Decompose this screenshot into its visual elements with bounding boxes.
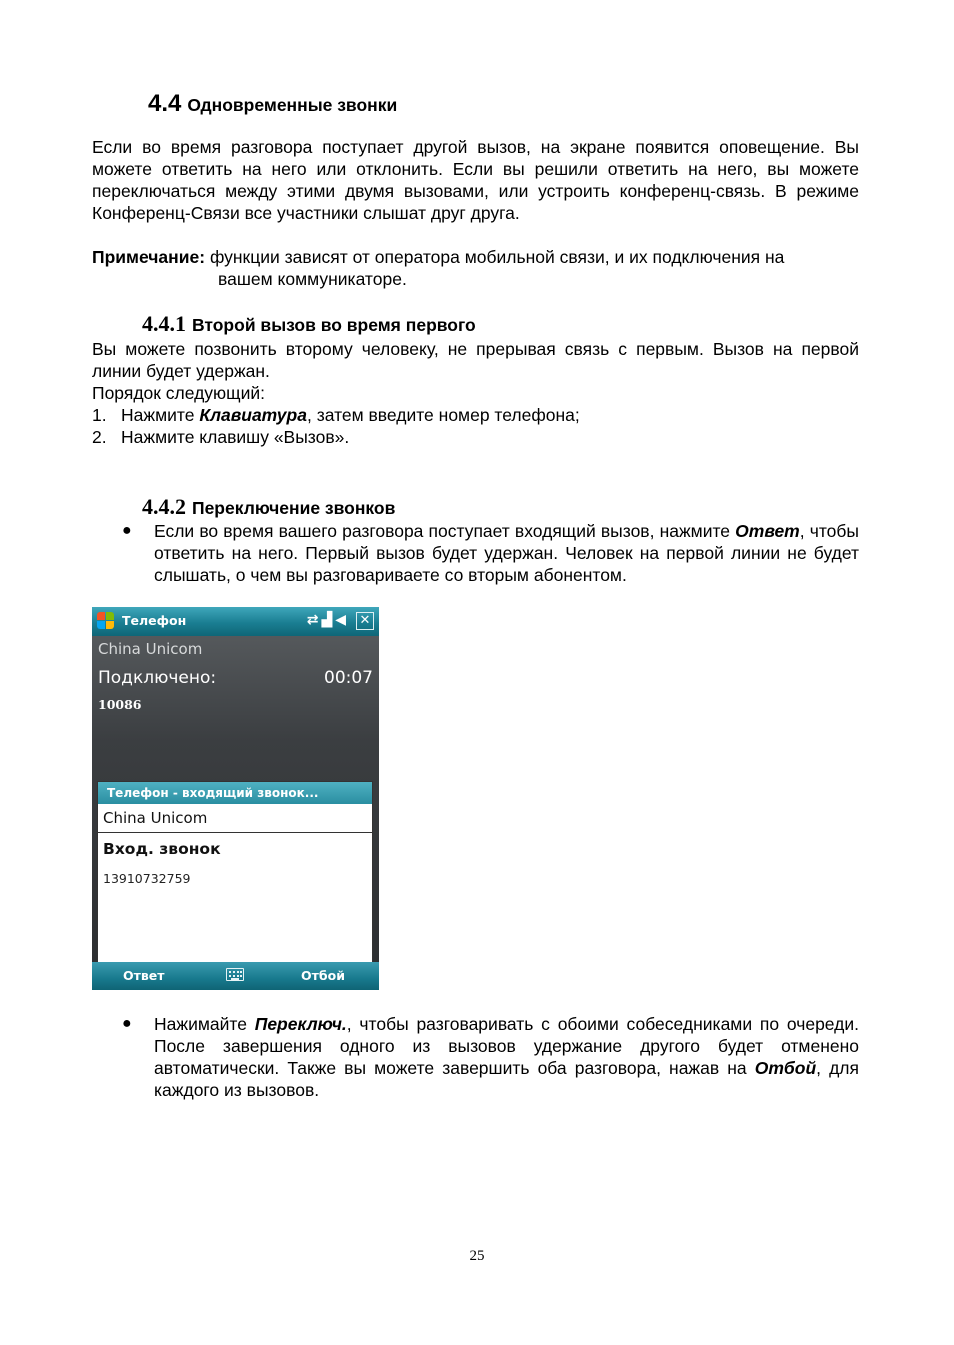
phone-screenshot [92,607,379,990]
subsection-number: 4.4.2 [142,494,186,519]
step-number: 2. [92,427,107,447]
incoming-call-dialog [97,781,373,963]
section-title: Одновременные звонки [187,95,398,115]
end-call-softkey[interactable]: Отбой [301,968,345,983]
bullet-2-keyword-2: Отбой [754,1058,817,1078]
subsection-heading-2 [142,494,395,520]
bullet-2-mid: , чтобы разговаривать с обоими собеседниками по очереди. После завершения одного из вызовов удержание другого будет отменено автоматически. Также вы можете завершить оба разговора, нажав на [154,1014,860,1078]
incoming-call-label: Вход. звонок [103,840,221,858]
bullet-1-post: , чтобы ответить на него. Первый вызов будет удержан. Человек на первой линии не будет слышать, о чем вы разговариваете со вторым абонентом. [154,521,859,585]
answer-softkey[interactable]: Ответ [123,968,165,983]
phone-app-title: Телефон [122,613,187,628]
bullet-marker: ● [122,522,132,539]
signal-icon: ▟ [321,612,336,628]
sub1-paragraph: Вы можете позвонить второму человеку, не прерывая связь с первым. Вызов на первой линии будет удержан. [92,339,859,381]
caller-number: 13910732759 [103,871,191,886]
subsection-number: 4.4.1 [142,311,186,336]
keyboard-icon[interactable] [226,968,244,981]
bullet-2-post: , для каждого из вызовов. [154,1058,859,1100]
bullet-1-pre: Если во время вашего разговора поступает входящий вызов, нажмите [154,521,736,541]
speaker-icon[interactable]: ◀ [335,612,349,628]
step-text: Нажмите [121,405,200,425]
subsection-title: Второй вызов во время первого [192,315,476,335]
bullet-2-text [154,1013,859,1101]
intro-paragraph: Если во время разговора поступает другой вызов, на экране появится оповещение. Вы можете ответить на него или отклонить. Если вы решили ответить на него, вы можете переключаться между этими двумя вызовами, или устроить конференц-связь. В режиме Конференц-Связи все участники слышат друг друга. [92,137,859,223]
subsection-heading-1 [142,311,476,337]
step-text-rest: , затем введите номер телефона; [306,405,580,425]
bullet-2-keyword-1: Переключ. [254,1014,347,1034]
call-timer: 00:07 [324,668,373,688]
windows-start-icon[interactable] [97,612,115,630]
step-2 [92,426,859,448]
dialog-title: Телефон - входящий звонок... [98,782,372,804]
step-number: 1. [92,405,107,425]
dialog-operator: China Unicom [98,804,372,833]
sync-icon: ⇄ [306,612,322,628]
operator-name: China Unicom [98,640,203,658]
active-call-number: 10086 [98,697,142,712]
phone-title-bar [92,607,379,636]
step-keyword: Клавиатура [199,405,307,425]
subsection-title: Переключение звонков [192,498,396,518]
section-number: 4.4 [148,90,182,117]
section-heading [148,90,397,118]
bullet-marker: ● [122,1015,132,1032]
softkey-bar [92,962,379,990]
connected-label: Подключено: [98,668,217,688]
note-line-1 [92,246,784,268]
note-text-2: вашем коммуникаторе. [218,269,407,289]
step-text: Нажмите клавишу «Вызов». [121,427,350,447]
bullet-2-pre: Нажимайте [154,1014,255,1034]
sub1-order: Порядок следующий: [92,383,265,403]
step-1 [92,404,859,426]
page-number: 25 [469,1248,485,1264]
note-text-1: функции зависят от оператора мобильной связи, и их подключения на [209,247,785,267]
status-icons [307,612,349,628]
bullet-1-keyword: Ответ [735,521,800,541]
close-icon[interactable]: ✕ [356,612,374,630]
bullet-1-text [154,520,859,586]
note-label: Примечание: [92,247,206,267]
